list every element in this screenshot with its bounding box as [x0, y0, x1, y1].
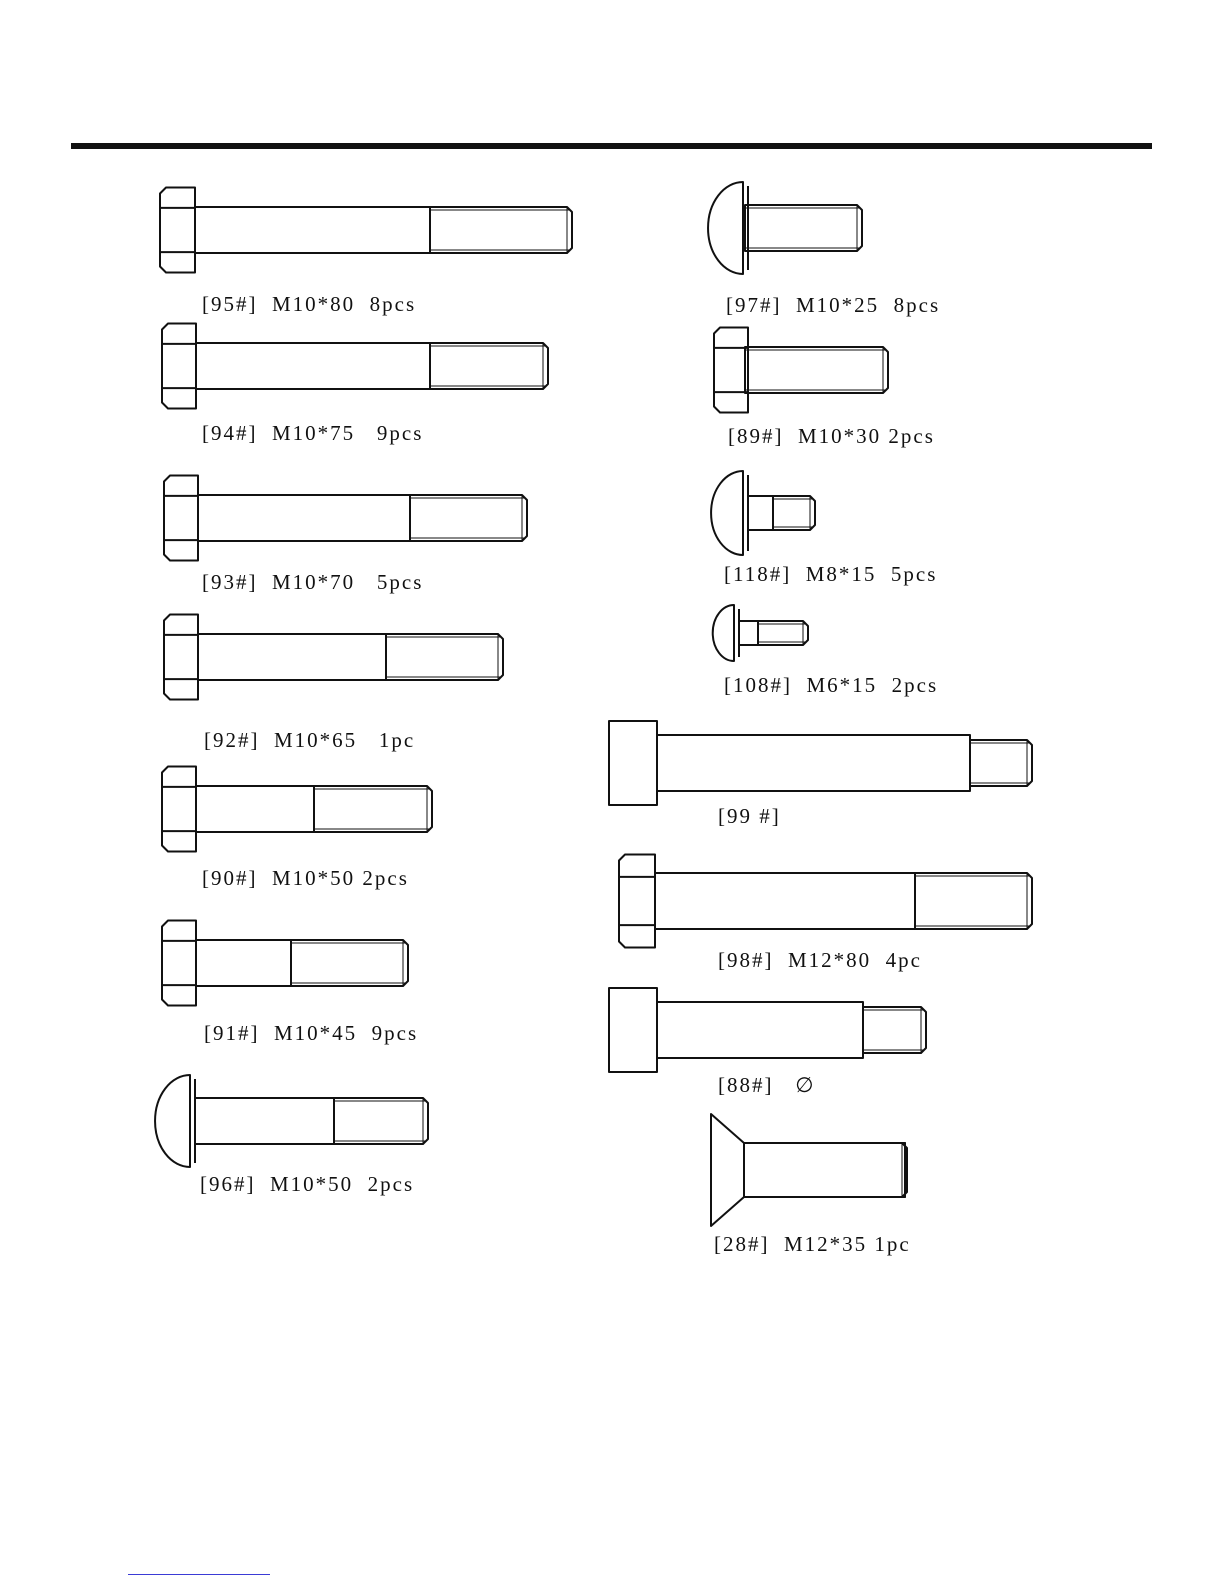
label-97: [97#] M10*25 8pcs — [726, 293, 941, 317]
label-91: [91#] M10*45 9pcs — [204, 1021, 419, 1045]
label-94: [94#] M10*75 9pcs — [202, 421, 424, 445]
label-96: [96#] M10*50 2pcs — [200, 1172, 415, 1196]
bolt-28 — [711, 1114, 907, 1226]
bolt-98 — [619, 855, 1032, 948]
label-88: [88#] ∅ — [718, 1073, 816, 1097]
bolt-89 — [714, 328, 888, 413]
bolt-90 — [162, 767, 432, 852]
label-118: [118#] M8*15 5pcs — [724, 562, 938, 586]
bolt-94 — [162, 324, 548, 409]
bolt-96 — [155, 1075, 428, 1167]
bolt-108 — [713, 605, 808, 661]
label-108: [108#] M6*15 2pcs — [724, 673, 939, 697]
bolt-91 — [162, 921, 408, 1006]
label-93: [93#] M10*70 5pcs — [202, 570, 424, 594]
footer-link-underline — [128, 1574, 270, 1575]
label-92: [92#] M10*65 1pc — [204, 728, 416, 752]
bolt-99 — [609, 721, 1032, 805]
label-95: [95#] M10*80 8pcs — [202, 292, 417, 316]
label-28: [28#] M12*35 1pc — [714, 1232, 911, 1256]
label-90: [90#] M10*50 2pcs — [202, 866, 409, 890]
label-89: [89#] M10*30 2pcs — [728, 424, 935, 448]
bolt-88 — [609, 988, 926, 1072]
bolt-92 — [164, 615, 503, 700]
bolt-118 — [711, 471, 815, 555]
bolt-95 — [160, 188, 572, 273]
label-98: [98#] M12*80 4pc — [718, 948, 922, 972]
header-rule — [71, 143, 1152, 149]
bolt-97 — [708, 182, 862, 274]
bolt-93 — [164, 476, 527, 561]
label-99: [99 #] — [718, 804, 781, 828]
